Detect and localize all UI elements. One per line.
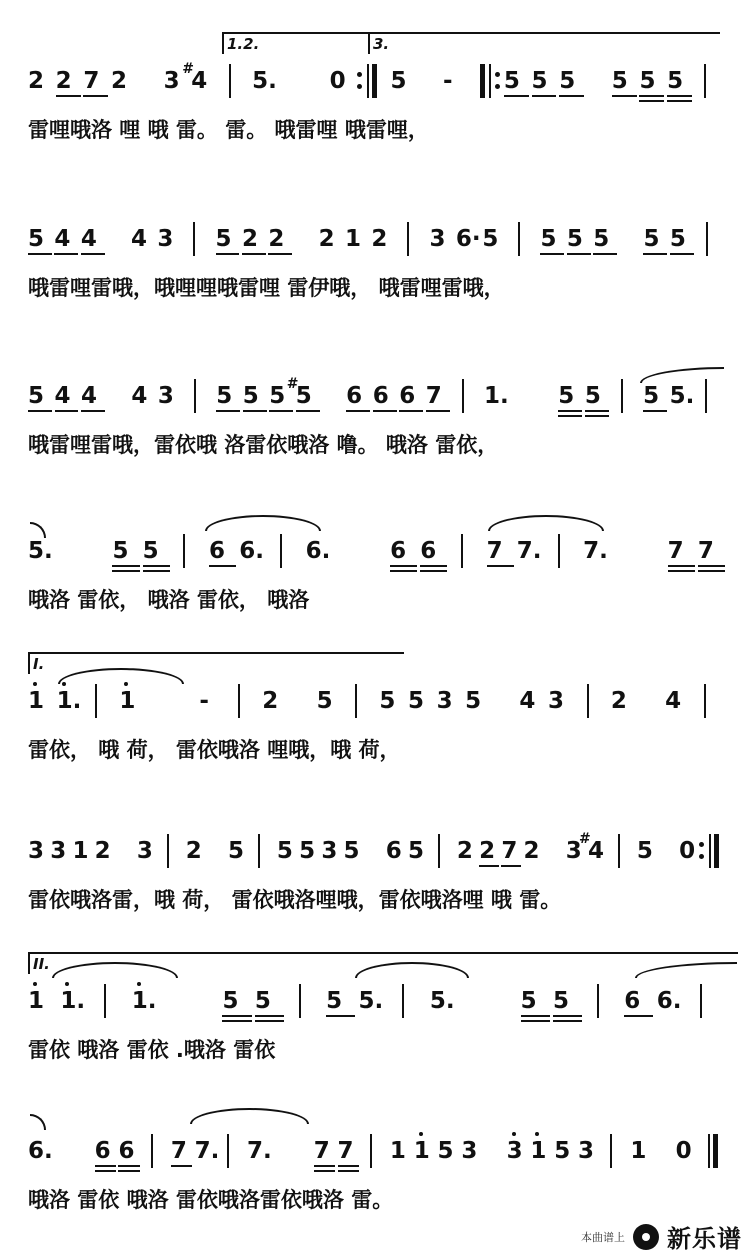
- note: 7: [313, 1138, 330, 1164]
- lyrics-line: 哦洛 雷依 哦洛 雷依哦洛雷依哦洛 雷。: [28, 1188, 394, 1212]
- barline: [193, 222, 195, 256]
- note: 5: [482, 226, 499, 252]
- note: 2: [28, 68, 45, 94]
- note: 3: [321, 838, 338, 864]
- underline: [667, 100, 692, 102]
- note: 6: [346, 383, 363, 409]
- note: 7: [170, 1138, 187, 1164]
- note: 5: [643, 383, 660, 409]
- note: 2: [371, 226, 388, 252]
- note: 7.: [583, 538, 608, 564]
- underline: [585, 415, 609, 417]
- note: 5: [379, 688, 396, 714]
- underline: [593, 253, 617, 255]
- note: 5: [611, 68, 628, 94]
- note: 6: [399, 383, 416, 409]
- note: 4: [81, 383, 98, 409]
- sharp-sign: #: [579, 831, 591, 847]
- underline: [255, 1020, 284, 1022]
- note: 4: [588, 838, 605, 864]
- note: 2: [523, 838, 540, 864]
- underline: [83, 95, 108, 97]
- barline: [402, 984, 404, 1018]
- underline: [553, 1015, 582, 1017]
- barline: [462, 379, 464, 413]
- underline: [269, 410, 293, 412]
- underline: [118, 1165, 139, 1167]
- note: 5: [28, 383, 45, 409]
- note: 5: [408, 688, 425, 714]
- underline: [56, 95, 81, 97]
- barline: [706, 222, 708, 256]
- note: 2: [262, 688, 279, 714]
- underline: [143, 570, 170, 572]
- note: 4: [131, 226, 148, 252]
- note: 7: [83, 68, 100, 94]
- underline: [487, 565, 514, 567]
- underline: [612, 95, 637, 97]
- lyrics-line: 哦洛 雷依， 哦洛 雷依， 哦洛: [28, 588, 310, 612]
- repeat-dot: [357, 72, 362, 77]
- note: 1: [28, 988, 45, 1014]
- underline: [667, 95, 692, 97]
- underline: [243, 410, 267, 412]
- note: 5: [503, 68, 520, 94]
- barline: [709, 834, 711, 868]
- note: 1.: [60, 988, 86, 1014]
- note: 3: [28, 838, 45, 864]
- underline: [567, 253, 591, 255]
- barline: [183, 534, 185, 568]
- brand-name: 新乐谱: [667, 1225, 742, 1253]
- note: 5.: [358, 988, 384, 1014]
- barline-thick: [714, 834, 719, 868]
- underline: [171, 1165, 192, 1167]
- underline: [268, 253, 292, 255]
- note: 4: [54, 383, 71, 409]
- note: 7: [486, 538, 503, 564]
- note: 1: [119, 688, 136, 714]
- underline: [504, 95, 529, 97]
- note: 5: [553, 988, 570, 1014]
- sharp-sign: #: [286, 376, 299, 392]
- note: 5.: [669, 383, 695, 409]
- barline: [618, 834, 620, 868]
- note: 5: [593, 226, 610, 252]
- note: 6: [372, 383, 389, 409]
- underline: [242, 253, 266, 255]
- underline: [639, 100, 664, 102]
- note: 2: [111, 68, 128, 94]
- underline: [222, 1020, 251, 1022]
- underline: [585, 410, 609, 412]
- note: 0: [675, 1138, 692, 1164]
- underline: [390, 570, 417, 572]
- note: 3: [565, 838, 582, 864]
- underline: [326, 1015, 355, 1017]
- note: 4: [665, 688, 682, 714]
- repeat-dot: [495, 72, 500, 77]
- underline: [420, 570, 447, 572]
- note: 5: [295, 383, 312, 409]
- note: -: [443, 68, 453, 94]
- note: 5: [554, 1138, 571, 1164]
- underline: [668, 570, 695, 572]
- repeat-dot: [699, 842, 704, 847]
- barline: [558, 534, 560, 568]
- note: 4: [54, 226, 71, 252]
- note: 6.: [305, 538, 331, 564]
- underline: [399, 410, 423, 412]
- note: 5: [520, 988, 537, 1014]
- note: 5: [343, 838, 360, 864]
- note: 5.: [252, 68, 277, 94]
- tie-arc: [30, 522, 46, 538]
- underline: [532, 95, 557, 97]
- note: -: [199, 688, 209, 714]
- note: 5: [566, 226, 583, 252]
- note: 1: [28, 688, 45, 714]
- barline: [238, 684, 240, 718]
- note: 2: [479, 838, 496, 864]
- underline: [540, 253, 564, 255]
- note: 5: [531, 68, 548, 94]
- underline: [346, 410, 370, 412]
- underline: [558, 410, 582, 412]
- note: 5: [639, 68, 656, 94]
- note: 3: [429, 226, 446, 252]
- note: 2: [268, 226, 285, 252]
- barline: [700, 984, 702, 1018]
- note: 5: [299, 838, 316, 864]
- tie-arc: [190, 1108, 309, 1124]
- lyrics-line: 雷依哦洛雷，哦 荷， 雷依哦洛哩哦，雷依哦洛哩 哦 雷。: [28, 888, 562, 912]
- barline: [104, 984, 106, 1018]
- note: 6: [420, 538, 437, 564]
- note: 7: [337, 1138, 354, 1164]
- underline: [112, 565, 139, 567]
- note: 1: [389, 1138, 406, 1164]
- note: 3: [436, 688, 453, 714]
- note: 3: [157, 226, 174, 252]
- underline: [373, 410, 397, 412]
- underline: [28, 410, 52, 412]
- source-text: 本曲谱上: [581, 1230, 625, 1244]
- volta-label: 3.: [373, 35, 390, 53]
- vinyl-disc-icon: [633, 1224, 659, 1250]
- barline: [461, 534, 463, 568]
- barline: [194, 379, 196, 413]
- volta-label: 1.2.: [227, 35, 260, 53]
- note: 7.: [516, 538, 542, 564]
- note: 2: [318, 226, 335, 252]
- octave-dot: [65, 982, 69, 986]
- tie-arc: [205, 515, 321, 531]
- note: 3: [578, 1138, 595, 1164]
- note: 5: [437, 1138, 454, 1164]
- underline: [501, 865, 521, 867]
- lyrics-line: 雷依 哦洛 雷依 .哦洛 雷依: [28, 1038, 276, 1062]
- underline: [314, 1170, 335, 1172]
- note: 1: [530, 1138, 547, 1164]
- note: 2: [94, 838, 111, 864]
- underline: [426, 410, 450, 412]
- note: 6.: [656, 988, 682, 1014]
- barline-thick: [480, 64, 485, 98]
- note: 5: [390, 68, 407, 94]
- note: 5: [242, 383, 259, 409]
- underline: [698, 565, 725, 567]
- underline: [81, 253, 105, 255]
- note: 5.: [429, 988, 455, 1014]
- underline: [255, 1015, 284, 1017]
- note: 6: [209, 538, 226, 564]
- note: 4: [191, 68, 208, 94]
- note: 5: [254, 988, 271, 1014]
- note: 3: [163, 68, 180, 94]
- note: 5: [408, 838, 425, 864]
- barline: [705, 379, 707, 413]
- octave-dot: [33, 982, 37, 986]
- underline: [118, 1170, 139, 1172]
- barline: [299, 984, 301, 1018]
- note: 1: [630, 1138, 647, 1164]
- note: 5: [216, 383, 233, 409]
- note: 4: [131, 383, 148, 409]
- note: 5: [636, 838, 653, 864]
- note: 5: [276, 838, 293, 864]
- note: 1.: [484, 383, 509, 409]
- barline: [587, 684, 589, 718]
- note: 5.: [28, 538, 53, 564]
- underline: [521, 1020, 550, 1022]
- underline: [390, 565, 417, 567]
- note: 5: [540, 226, 557, 252]
- underline: [222, 1015, 251, 1017]
- underline: [28, 253, 52, 255]
- barline: [708, 1134, 710, 1168]
- note: 5: [667, 68, 684, 94]
- barline: [280, 534, 282, 568]
- lyrics-line: 雷依， 哦 荷， 雷依哦洛 哩哦，哦 荷，: [28, 738, 401, 762]
- note: 5: [326, 988, 343, 1014]
- tie-arc: [640, 367, 724, 383]
- note: 2: [55, 68, 72, 94]
- note: 5: [559, 68, 576, 94]
- lyrics-line: 哦雷哩雷哦，哦哩哩哦雷哩 雷伊哦， 哦雷哩雷哦，: [28, 276, 505, 300]
- note: 6.: [28, 1138, 53, 1164]
- underline: [553, 1020, 582, 1022]
- barline-thick: [372, 64, 377, 98]
- underline: [55, 410, 79, 412]
- barline: [229, 64, 231, 98]
- barline: [489, 64, 491, 98]
- note: 1.: [56, 688, 82, 714]
- note: 5: [584, 383, 601, 409]
- underline: [95, 1170, 116, 1172]
- underline: [314, 1165, 335, 1167]
- barline: [610, 1134, 612, 1168]
- note: 1: [344, 226, 361, 252]
- barline: [370, 1134, 372, 1168]
- underline: [216, 253, 240, 255]
- octave-dot: [419, 1132, 423, 1136]
- underline: [216, 410, 240, 412]
- volta-bracket: [368, 32, 720, 54]
- underline: [668, 565, 695, 567]
- note: 5: [142, 538, 159, 564]
- barline: [258, 834, 260, 868]
- underline: [558, 415, 582, 417]
- barline-thick: [713, 1134, 718, 1168]
- note: 5: [112, 538, 129, 564]
- note: 6: [118, 1138, 135, 1164]
- underline: [624, 1015, 653, 1017]
- underline: [698, 570, 725, 572]
- note: 5: [215, 226, 232, 252]
- note: 1.: [131, 988, 157, 1014]
- octave-dot: [512, 1132, 516, 1136]
- repeat-dot: [357, 84, 362, 89]
- note: 5: [643, 226, 660, 252]
- note: 7: [667, 538, 684, 564]
- repeat-dot: [495, 84, 500, 89]
- barline: [704, 684, 706, 718]
- repeat-dot: [699, 854, 704, 859]
- note: 5: [269, 383, 286, 409]
- note: 5: [558, 383, 575, 409]
- note: 5: [465, 688, 482, 714]
- barline: [597, 984, 599, 1018]
- tie-arc: [30, 1114, 46, 1130]
- volta-label: I.: [33, 655, 45, 673]
- note: 6: [624, 988, 641, 1014]
- octave-dot: [33, 682, 37, 686]
- underline: [559, 95, 584, 97]
- note: 3: [136, 838, 153, 864]
- note: 5: [28, 226, 45, 252]
- note: 5: [316, 688, 333, 714]
- barline: [367, 64, 369, 98]
- note: 7: [425, 383, 442, 409]
- underline: [54, 253, 78, 255]
- note: 2: [456, 838, 473, 864]
- note: 3: [548, 688, 565, 714]
- note: 5: [669, 226, 686, 252]
- barline: [438, 834, 440, 868]
- underline: [209, 565, 236, 567]
- underline: [81, 410, 105, 412]
- lyrics-line: 雷哩哦洛 哩 哦 雷。 雷。 哦雷哩 哦雷哩，: [28, 118, 429, 142]
- note: 4: [80, 226, 97, 252]
- underline: [521, 1015, 550, 1017]
- barline: [227, 1134, 229, 1168]
- note: 2: [610, 688, 627, 714]
- note: 6.: [239, 538, 264, 564]
- underline: [143, 565, 170, 567]
- barline: [704, 64, 706, 98]
- barline: [95, 684, 97, 718]
- barline: [407, 222, 409, 256]
- octave-dot: [137, 982, 141, 986]
- underline: [479, 865, 499, 867]
- note: 1: [72, 838, 89, 864]
- note: 7.: [247, 1138, 272, 1164]
- underline: [643, 410, 667, 412]
- lyrics-line: 哦雷哩雷哦，雷依哦 洛雷依哦洛 噜。 哦洛 雷依，: [28, 433, 499, 457]
- barline: [167, 834, 169, 868]
- note: 7: [697, 538, 714, 564]
- underline: [338, 1165, 359, 1167]
- underline: [420, 565, 447, 567]
- note: 5: [222, 988, 239, 1014]
- underline: [670, 253, 694, 255]
- underline: [639, 95, 664, 97]
- underline: [112, 570, 139, 572]
- volta-label: II.: [33, 955, 50, 973]
- underline: [643, 253, 667, 255]
- note: 0: [329, 68, 346, 94]
- sharp-sign: #: [182, 61, 194, 77]
- note: 4: [519, 688, 536, 714]
- note: 2: [241, 226, 258, 252]
- octave-dot: [535, 1132, 539, 1136]
- note: 3: [157, 383, 174, 409]
- underline: [338, 1170, 359, 1172]
- underline: [95, 1165, 116, 1167]
- note: 6: [94, 1138, 111, 1164]
- note: 7: [501, 838, 518, 864]
- note: 5: [228, 838, 245, 864]
- note: 7.: [194, 1138, 220, 1164]
- footer-brand: [581, 1219, 742, 1254]
- note: 2: [185, 838, 202, 864]
- barline: [621, 379, 623, 413]
- note: 3: [506, 1138, 523, 1164]
- note: 0: [679, 838, 696, 864]
- barline: [355, 684, 357, 718]
- barline: [151, 1134, 153, 1168]
- note: 6: [385, 838, 402, 864]
- note: 6·: [455, 226, 481, 252]
- underline: [296, 410, 320, 412]
- note: 1: [413, 1138, 430, 1164]
- barline: [518, 222, 520, 256]
- note: 3: [461, 1138, 478, 1164]
- tie-arc: [488, 515, 604, 531]
- note: 3: [50, 838, 67, 864]
- note: 6: [390, 538, 407, 564]
